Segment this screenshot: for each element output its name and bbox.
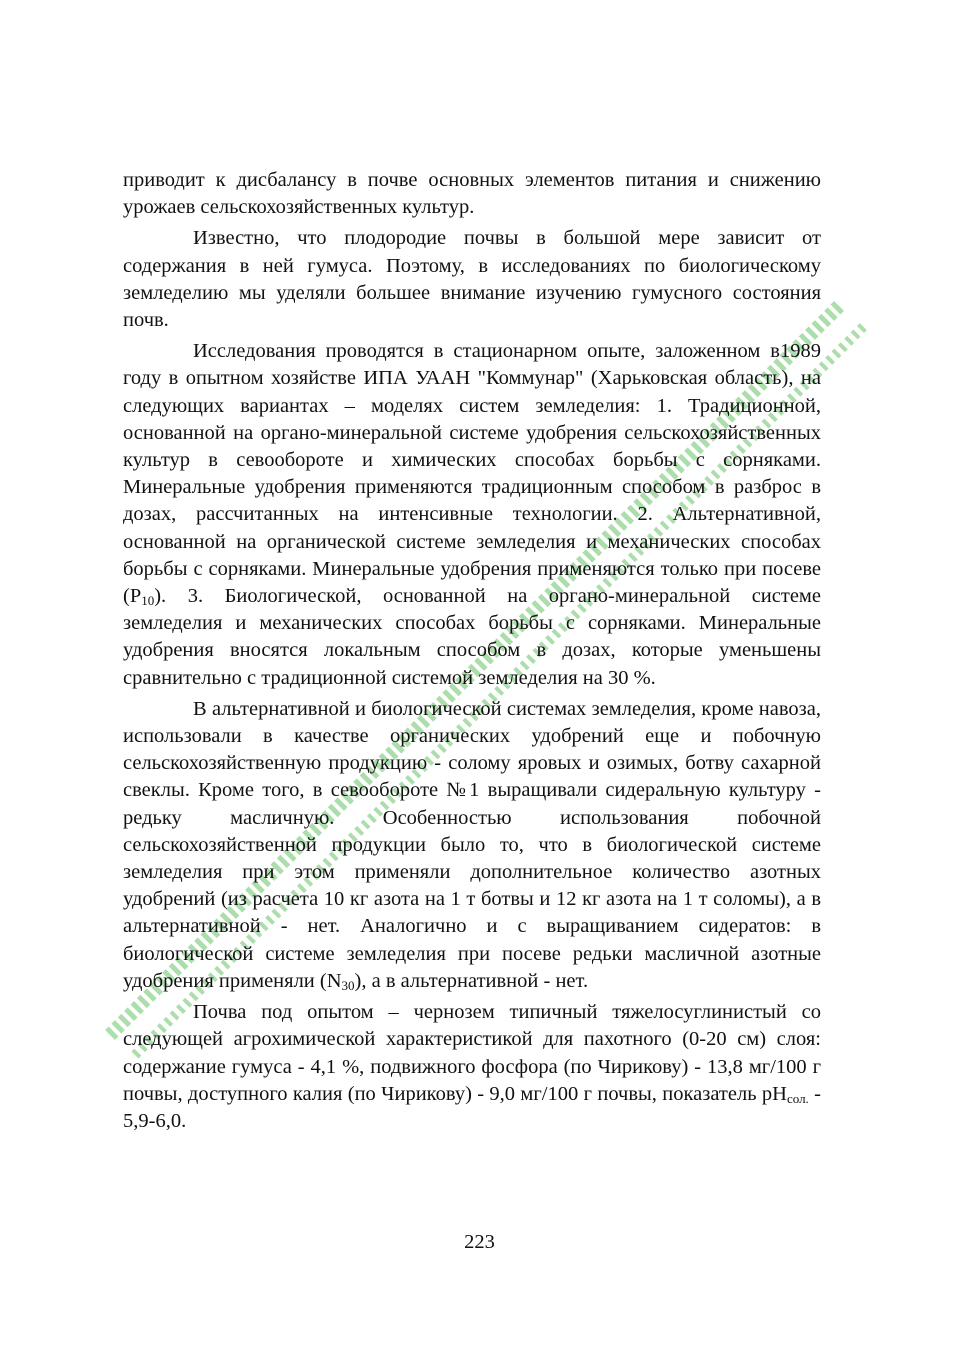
paragraph-3-text-b: ). 3. Биологической, основанной на органо-минеральной системе земледелия и механических способах борьбы с сорняками. Минеральные удобрения вносятся локальным способом в дозах, которые уменьшены сравнительно с традиционной системой земледелия на 30 %. — [123, 585, 821, 689]
paragraph-5 — [123, 999, 821, 1135]
paragraph-5-text-a: Почва под опытом – чернозем типичный тяжелосуглинистый со следующей агрохимической характеристикой для пахотного (0-20 см) слоя: содержание гумуса - 4,1 %, подвижного фосфора (по Чирикову) - 13,8 мг/100 г почвы, доступного калия (по Чирикову) - 9,0 мг/100 г почвы, показатель pH — [123, 1001, 821, 1105]
paragraph-4-text-a: В альтернативной и биологической системах земледелия, кроме навоза, использовали в качестве органических удобрений еще и побочную сельскохозяйственную продукцию - солому яровых и озимых, ботву сахарной свеклы. Кроме того, в севообороте №1 выращивали сидеральную культуру - редьку масличную. Особенностью использования побочной сельскохозяйственной продукции было то, что в биологической системе земледелия при этом применяли дополнительное количество азотных удобрений (из расчета 10 кг азота на 1 т ботвы и 12 кг азота на 1 т соломы), а в альтернативной - нет. Аналогично и с выращиванием сидератов: в биологической системе земледелия при посеве редьки масличной азотные удобрения применяли (N — [123, 697, 821, 992]
paragraph-4-text-b: ), а в альтернативной - нет. — [354, 969, 589, 992]
paragraph-3 — [123, 338, 821, 692]
paragraph-2: Известно, что плодородие почвы в большой мере зависит от содержания в ней гумуса. Поэтому, в исследованиях по биологическому земледелию мы уделяли большее внимание изучению гумусного состояния почв. — [123, 227, 821, 332]
paragraph-3-text-a: Исследования проводятся в стационарном опыте, заложенном в1989 году в опытном хозяйстве ИПА УААН "Коммунар" (Харьковская область), на следующих вариантах – моделях систем земледелия: 1. Традиционной, основанной на органо-минеральной системе удобрения сельскохозяйственных культур в севообороте и химических способах борьбы с сорняками. Минеральные удобрения применяются традиционным способом в разброс в дозах, рассчитанных на интенсивные технологии. 2. Альтернативной, основанной на органической системе земледелия и механических способах борьбы с сорняками. Минеральные удобрения применяются только при посеве (P — [123, 340, 821, 608]
paragraph-3-subscript: 10 — [141, 593, 155, 609]
paragraph-4 — [123, 696, 821, 995]
paragraph-5-text-b: - 5,9-6,0. — [123, 1082, 821, 1132]
paragraph-5-subscript: сол. — [786, 1090, 809, 1106]
body-text — [123, 167, 821, 1139]
paragraph-1: приводит к дисбалансу в почве основных элементов питания и снижению урожаев сельскохозяйственных культур. — [123, 169, 821, 219]
page-number: 223 — [464, 1231, 495, 1253]
paragraph-4-subscript: 30 — [341, 977, 355, 993]
